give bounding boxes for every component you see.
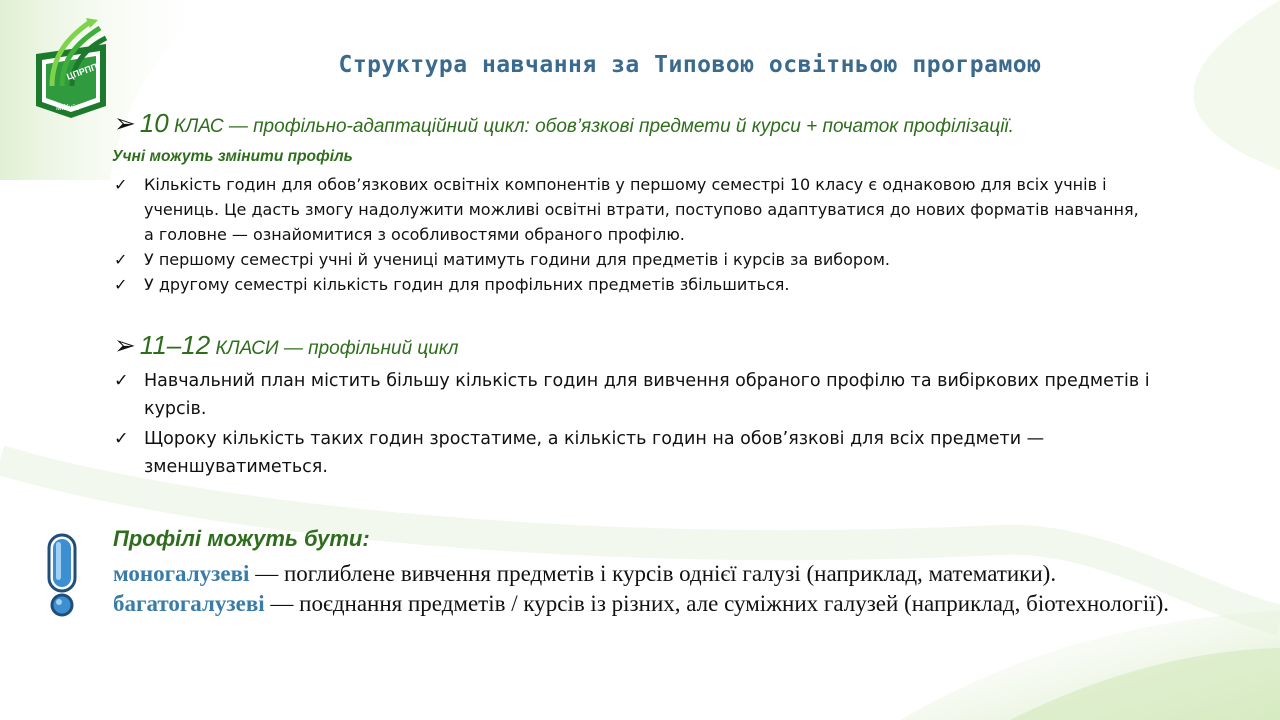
arrow-right-icon: ➢: [114, 330, 136, 360]
section-10-heading: [114, 108, 1014, 139]
profiles-title: Профілі можуть бути:: [113, 526, 370, 551]
section-10-number: 10: [139, 108, 169, 138]
profile-item: моногалузеві — поглиблене вивчення предметів і курсів однієї галузі (наприклад, математики).: [113, 561, 1057, 586]
arrow-right-icon: ➢: [114, 108, 136, 138]
check-icon: ✓: [114, 371, 129, 391]
list-item: ✓ У першому семестрі учні й учениці матимуть години для предметів і курсів за вибором.: [112, 247, 1152, 272]
list-item: ✓ Кількість годин для обов’язкових освітніх компонентів у першому семестрі 10 класу є однаковою для всіх учнів і учениць. Це дасть змогу надолужити можливі освітні втрати, поступово адаптуватися до нових форматів навчання, а головне — ознайомитися з особливостями обраного профілю.: [112, 172, 1152, 247]
profiles-list: [113, 559, 1223, 619]
exclamation-icon: [43, 533, 81, 617]
list-item: ✓ Щороку кількість таких годин зростатиме, а кількість годин на обов’язкові для всіх предмети — зменшуватиметься.: [112, 425, 1152, 481]
list-item: ✓ У другому семестрі кількість годин для профільних предметів збільшиться.: [112, 272, 1152, 297]
section-11-12-number: 11–12: [139, 330, 211, 360]
check-icon: ✓: [114, 250, 128, 269]
section-11-12-heading: [114, 330, 459, 361]
section-11-12-bullets: [112, 367, 1152, 483]
page-title: Структура навчання за Типовою освітньою програмою: [338, 52, 1042, 78]
svg-text:ЦПРПП: ЦПРПП: [65, 61, 99, 82]
profile-item: багатогалузеві — поєднання предметів / курсів із різних, але суміжних галузей (наприклад, біотехнології).: [113, 591, 1169, 616]
section-10-heading-text: КЛАС — профільно-адаптаційний цикл: обов’язкові предмети й курси + початок профілізації.: [168, 116, 1014, 137]
profile-change-note: Учні можуть змінити профіль: [112, 148, 353, 165]
list-item: ✓ Навчальний план містить більшу кількість годин для вивчення обраного профілю та вибіркових предметів і курсів.: [112, 367, 1152, 423]
section-10-bullets: [112, 172, 1152, 297]
check-icon: ✓: [114, 429, 129, 449]
check-icon: ✓: [114, 175, 128, 194]
check-icon: ✓: [114, 275, 128, 294]
section-11-12-heading-text: КЛАСИ — профільний цикл: [210, 338, 459, 359]
svg-text:м.Київ: м.Київ: [56, 103, 80, 112]
